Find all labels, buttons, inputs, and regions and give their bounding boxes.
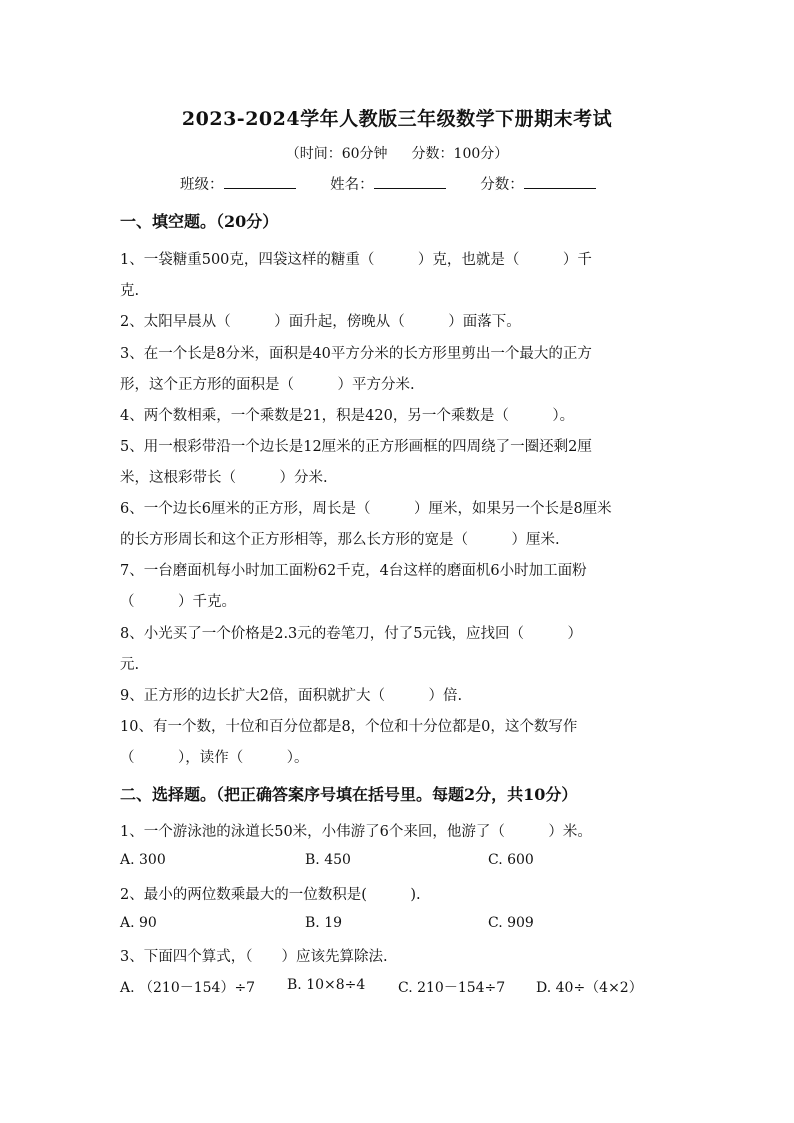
exam-score-total: 分数：100分） xyxy=(411,146,509,162)
score-label: 分数： xyxy=(480,177,524,193)
mc3-option-a[interactable]: A. （210－154）÷7 xyxy=(120,980,256,996)
q5-line2: 米，这根彩带长（ ）分米. xyxy=(120,470,328,486)
name-field[interactable] xyxy=(330,173,446,194)
q4-line: 4、两个数相乘，一个乘数是21，积是420，另一个乘数是（ ）。 xyxy=(120,408,575,424)
class-blank[interactable] xyxy=(224,174,296,189)
q9-line: 9、正方形的边长扩大2倍，面积就扩大（ ）倍. xyxy=(120,688,463,704)
mc2-stem: 2、最小的两位数乘最大的一位数积是( ). xyxy=(120,887,421,903)
mc2-option-c[interactable]: C. 909 xyxy=(488,915,534,931)
exam-time: （时间：60分钟 xyxy=(285,146,388,162)
mc3-stem: 3、下面四个算式，（ ）应该先算除法. xyxy=(120,949,388,965)
exam-subtitle xyxy=(0,143,794,163)
exam-title: 2023-2024学年人教版三年级数学下册期末考试 xyxy=(181,108,613,130)
score-blank[interactable] xyxy=(524,174,596,189)
class-field[interactable] xyxy=(180,173,296,194)
name-label: 姓名： xyxy=(330,177,374,193)
q10-line1: 10、有一个数，十位和百分位都是8，个位和十分位都是0，这个数写作 xyxy=(120,719,578,735)
q3-line1: 3、在一个长是8分米，面积是40平方分米的长方形里剪出一个最大的正方 xyxy=(120,346,592,362)
class-label: 班级： xyxy=(180,177,224,193)
mc2-option-b[interactable]: B. 19 xyxy=(305,915,343,931)
q1-line1: 1、一袋糖重500克，四袋这样的糖重（ ）克，也就是（ ）千 xyxy=(120,252,592,268)
q3-line2: 形，这个正方形的面积是（ ）平方分米. xyxy=(120,377,415,393)
q7-line1: 7、一台磨面机每小时加工面粉62千克，4台这样的磨面机6小时加工面粉 xyxy=(120,563,587,579)
mc1-option-b[interactable]: B. 450 xyxy=(305,852,351,868)
score-field[interactable] xyxy=(480,173,596,194)
student-info-row xyxy=(180,173,626,194)
mc1-option-c[interactable]: C. 600 xyxy=(488,852,534,868)
mc2-option-a[interactable]: A. 90 xyxy=(120,915,157,931)
q8-line1: 8、小光买了一个价格是2.3元的卷笔刀，付了5元钱，应找回（ ） xyxy=(120,626,583,642)
mc1-stem: 1、一个游泳池的泳道长50米，小伟游了6个来回，他游了（ ）米。 xyxy=(120,824,592,840)
mc1-option-a[interactable]: A. 300 xyxy=(120,852,166,868)
q2-line: 2、太阳早晨从（ ）面升起，傍晚从（ ）面落下。 xyxy=(120,314,521,330)
name-blank[interactable] xyxy=(374,174,446,189)
q8-line2: 元. xyxy=(120,657,140,673)
q10-line2: （ ），读作（ ）。 xyxy=(120,750,309,766)
q1-line2: 克. xyxy=(120,283,140,299)
q5-line1: 5、用一根彩带沿一个边长是12厘米的正方形画框的四周绕了一圈还剩2厘 xyxy=(120,439,592,455)
q6-line2: 的长方形周长和这个正方形相等，那么长方形的宽是（ ）厘米. xyxy=(120,532,560,548)
mc3-option-b[interactable]: B. 10×8÷4 xyxy=(287,977,366,993)
mc3-option-d[interactable]: D. 40÷（4×2） xyxy=(536,980,643,996)
section1-heading: 一、填空题。（20分） xyxy=(120,212,279,231)
q7-line2: （ ）千克。 xyxy=(120,594,236,610)
section2-heading: 二、选择题。（把正确答案序号填在括号里。每题2分，共10分） xyxy=(120,785,578,804)
q6-line1: 6、一个边长6厘米的正方形，周长是（ ）厘米，如果另一个长是8厘米 xyxy=(120,501,612,517)
mc3-option-c[interactable]: C. 210－154÷7 xyxy=(398,980,506,996)
